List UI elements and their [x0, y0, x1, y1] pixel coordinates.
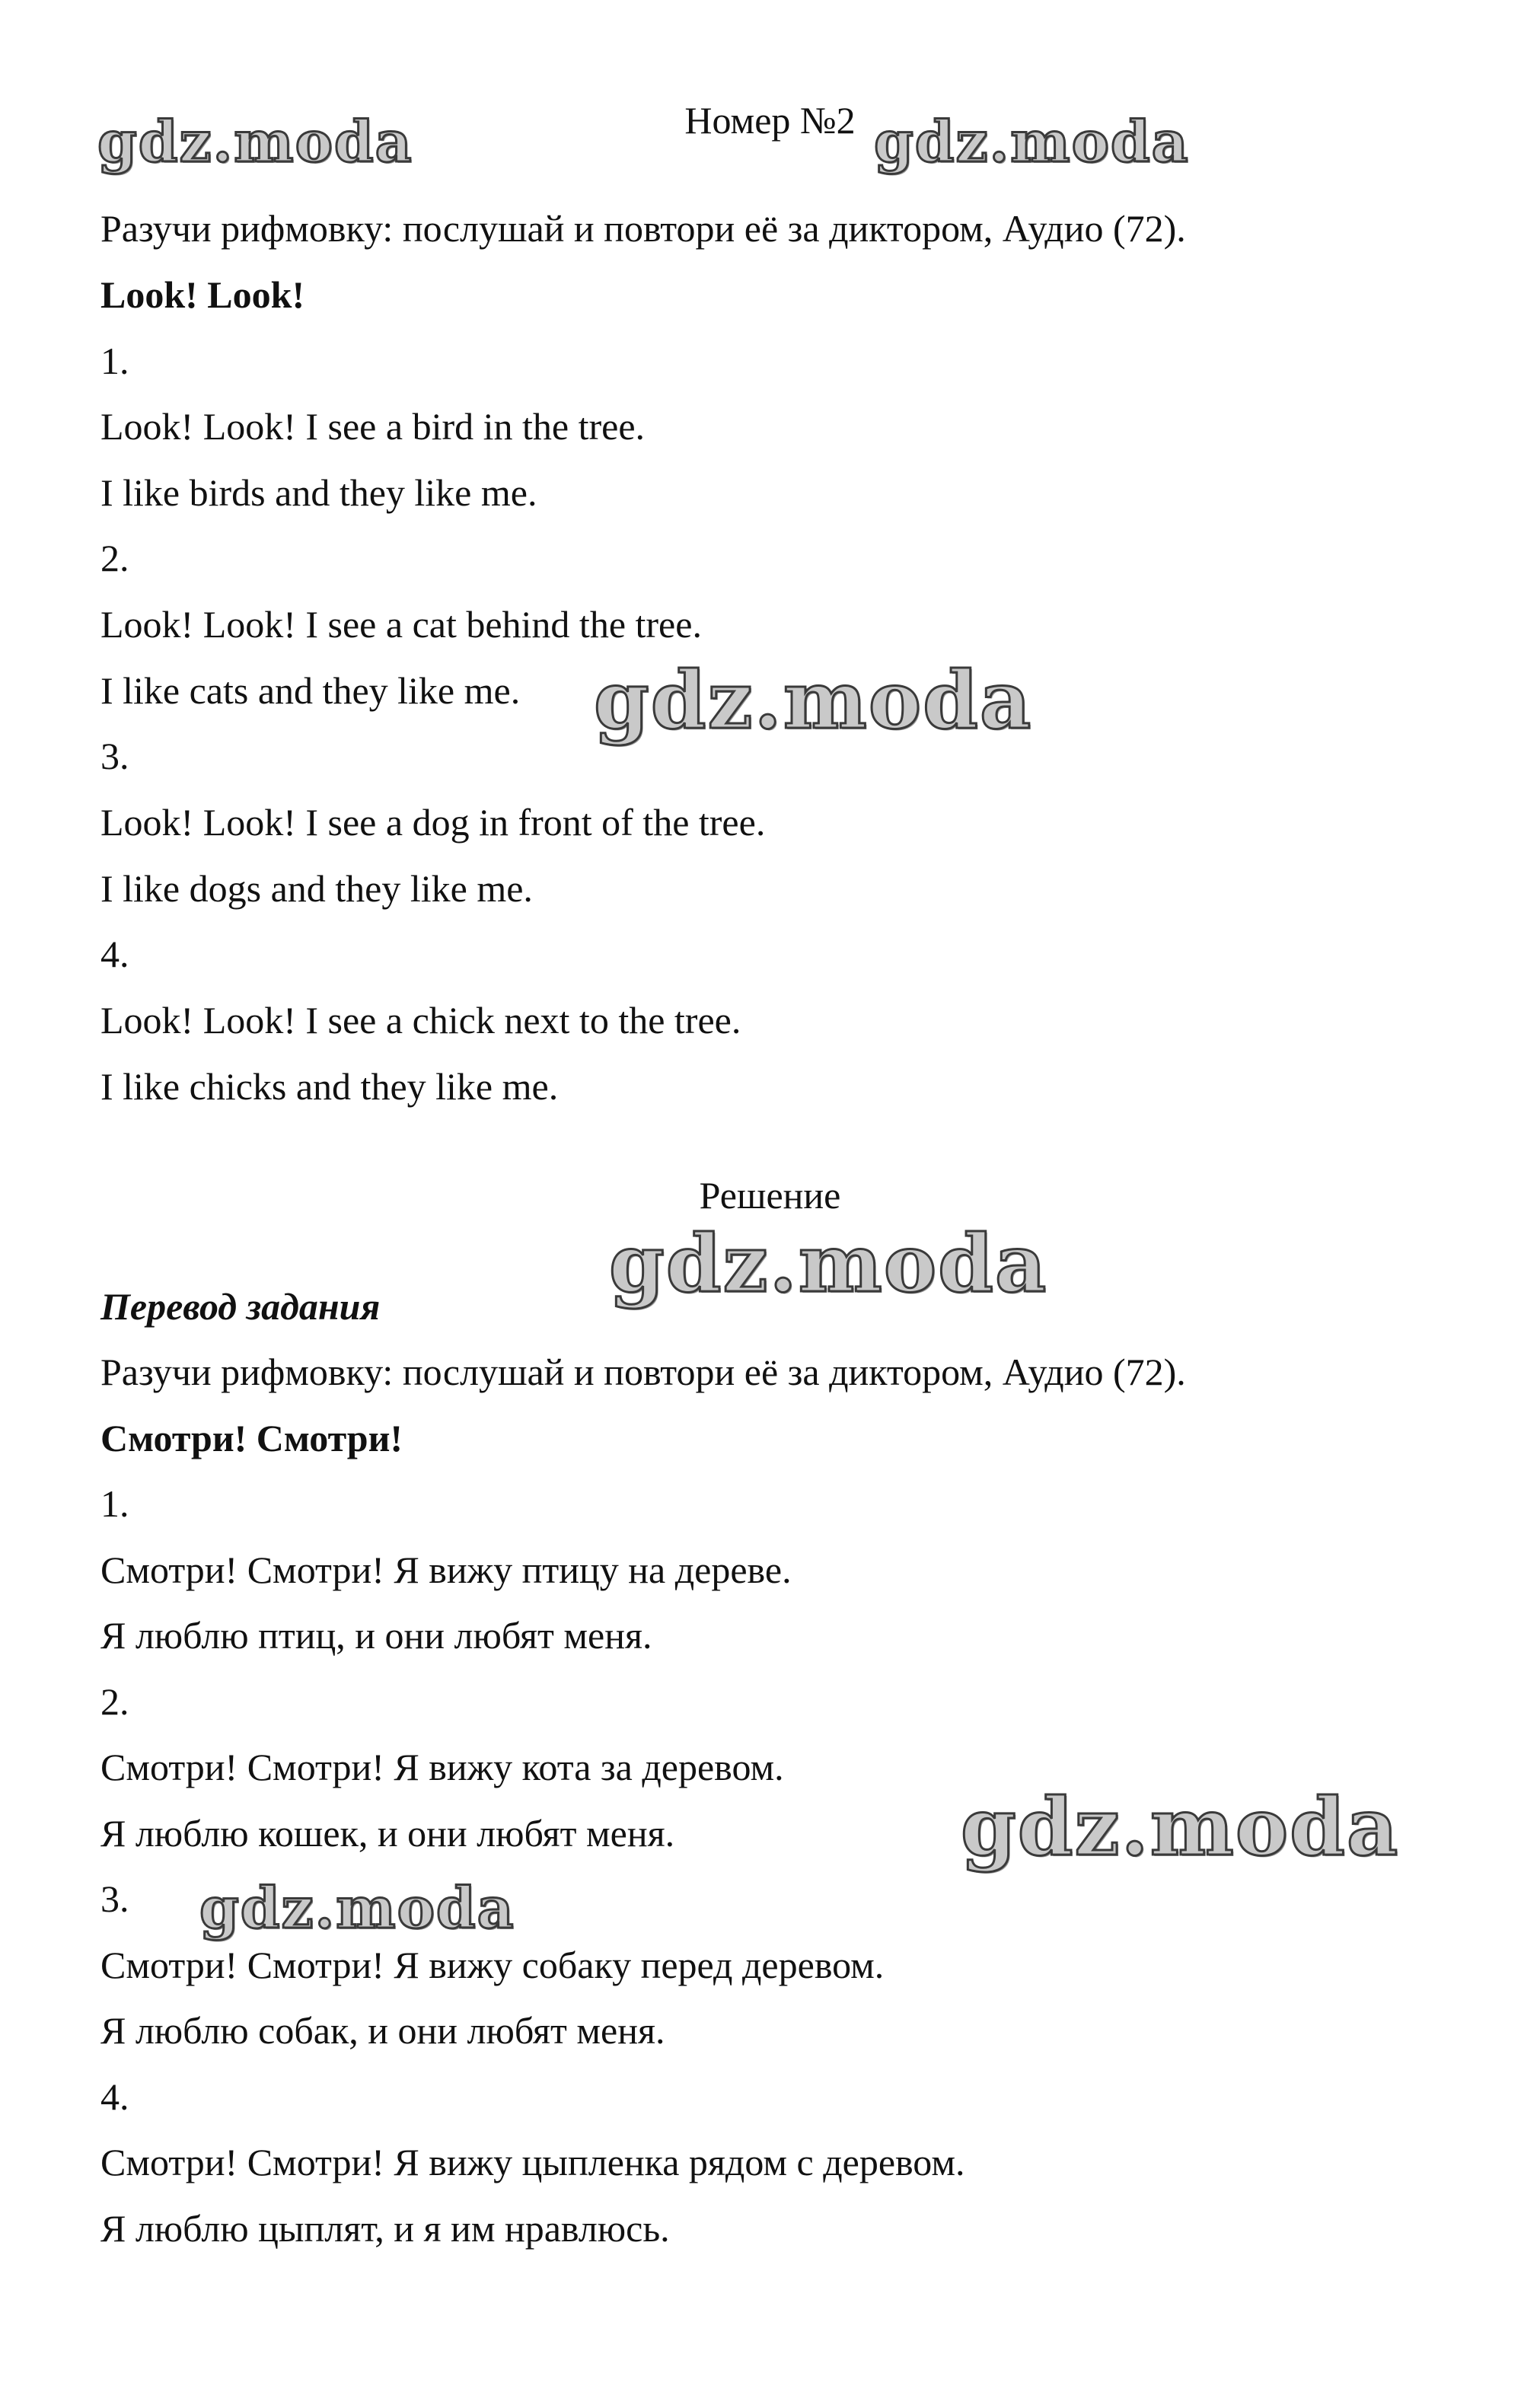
verse-number: 4. — [100, 2075, 129, 2118]
watermark-logo: gdz.moda — [874, 110, 1190, 175]
solution-instruction: Разучи рифмовку: послушай и повтори её за диктором, Аудио (72). — [100, 1351, 1186, 1393]
verse-number: 4. — [100, 933, 129, 975]
verse-number: 1. — [100, 340, 129, 382]
verse-line: I like cats and they like me. — [100, 669, 521, 712]
verse-number: 2. — [100, 537, 129, 579]
solution-heading: Решение — [699, 1174, 841, 1217]
verse-line: Я люблю собак, и они любят меня. — [100, 2009, 665, 2052]
verse-number: 3. — [100, 1877, 129, 1920]
verse-number: 1. — [100, 1482, 129, 1525]
verse-line: Я люблю птиц, и они любят меня. — [100, 1614, 652, 1657]
watermark-logo: gdz.moda — [199, 1876, 515, 1941]
verse-line: Смотри! Смотри! Я вижу кота за деревом. — [100, 1746, 784, 1788]
verse-line: Look! Look! I see a chick next to the tree. — [100, 999, 741, 1041]
watermark-logo: gdz.moda — [961, 1780, 1400, 1874]
verse-number: 3. — [100, 735, 129, 777]
watermark-logo: gdz.moda — [97, 110, 413, 175]
poem-title: Look! Look! — [100, 273, 305, 316]
watermark-logo: gdz.moda — [594, 653, 1033, 747]
verse-line: I like dogs and they like me. — [100, 867, 533, 910]
verse-number: 2. — [100, 1680, 129, 1723]
verse-line: I like birds and they like me. — [100, 471, 537, 514]
page-title: Номер №2 — [684, 99, 856, 142]
verse-line: I like chicks and they like me. — [100, 1065, 559, 1108]
task-instruction: Разучи рифмовку: послушай и повтори её за диктором, Аудио (72). — [100, 207, 1186, 250]
verse-line: Я люблю кошек, и они любят меня. — [100, 1812, 675, 1855]
verse-line: Look! Look! I see a dog in front of the tree. — [100, 801, 766, 844]
verse-line: Смотри! Смотри! Я вижу цыпленка рядом с деревом. — [100, 2141, 965, 2183]
verse-line: Я люблю цыплят, и я им нравлюсь. — [100, 2207, 670, 2250]
verse-line: Смотри! Смотри! Я вижу собаку перед деревом. — [100, 1944, 885, 1986]
solution-poem-title: Смотри! Смотри! — [100, 1417, 403, 1459]
verse-line: Смотри! Смотри! Я вижу птицу на дереве. — [100, 1549, 792, 1591]
verse-line: Look! Look! I see a bird in the tree. — [100, 405, 646, 448]
translation-label: Перевод задания — [100, 1285, 381, 1328]
watermark-logo: gdz.moda — [609, 1217, 1048, 1310]
verse-line: Look! Look! I see a cat behind the tree. — [100, 603, 702, 646]
